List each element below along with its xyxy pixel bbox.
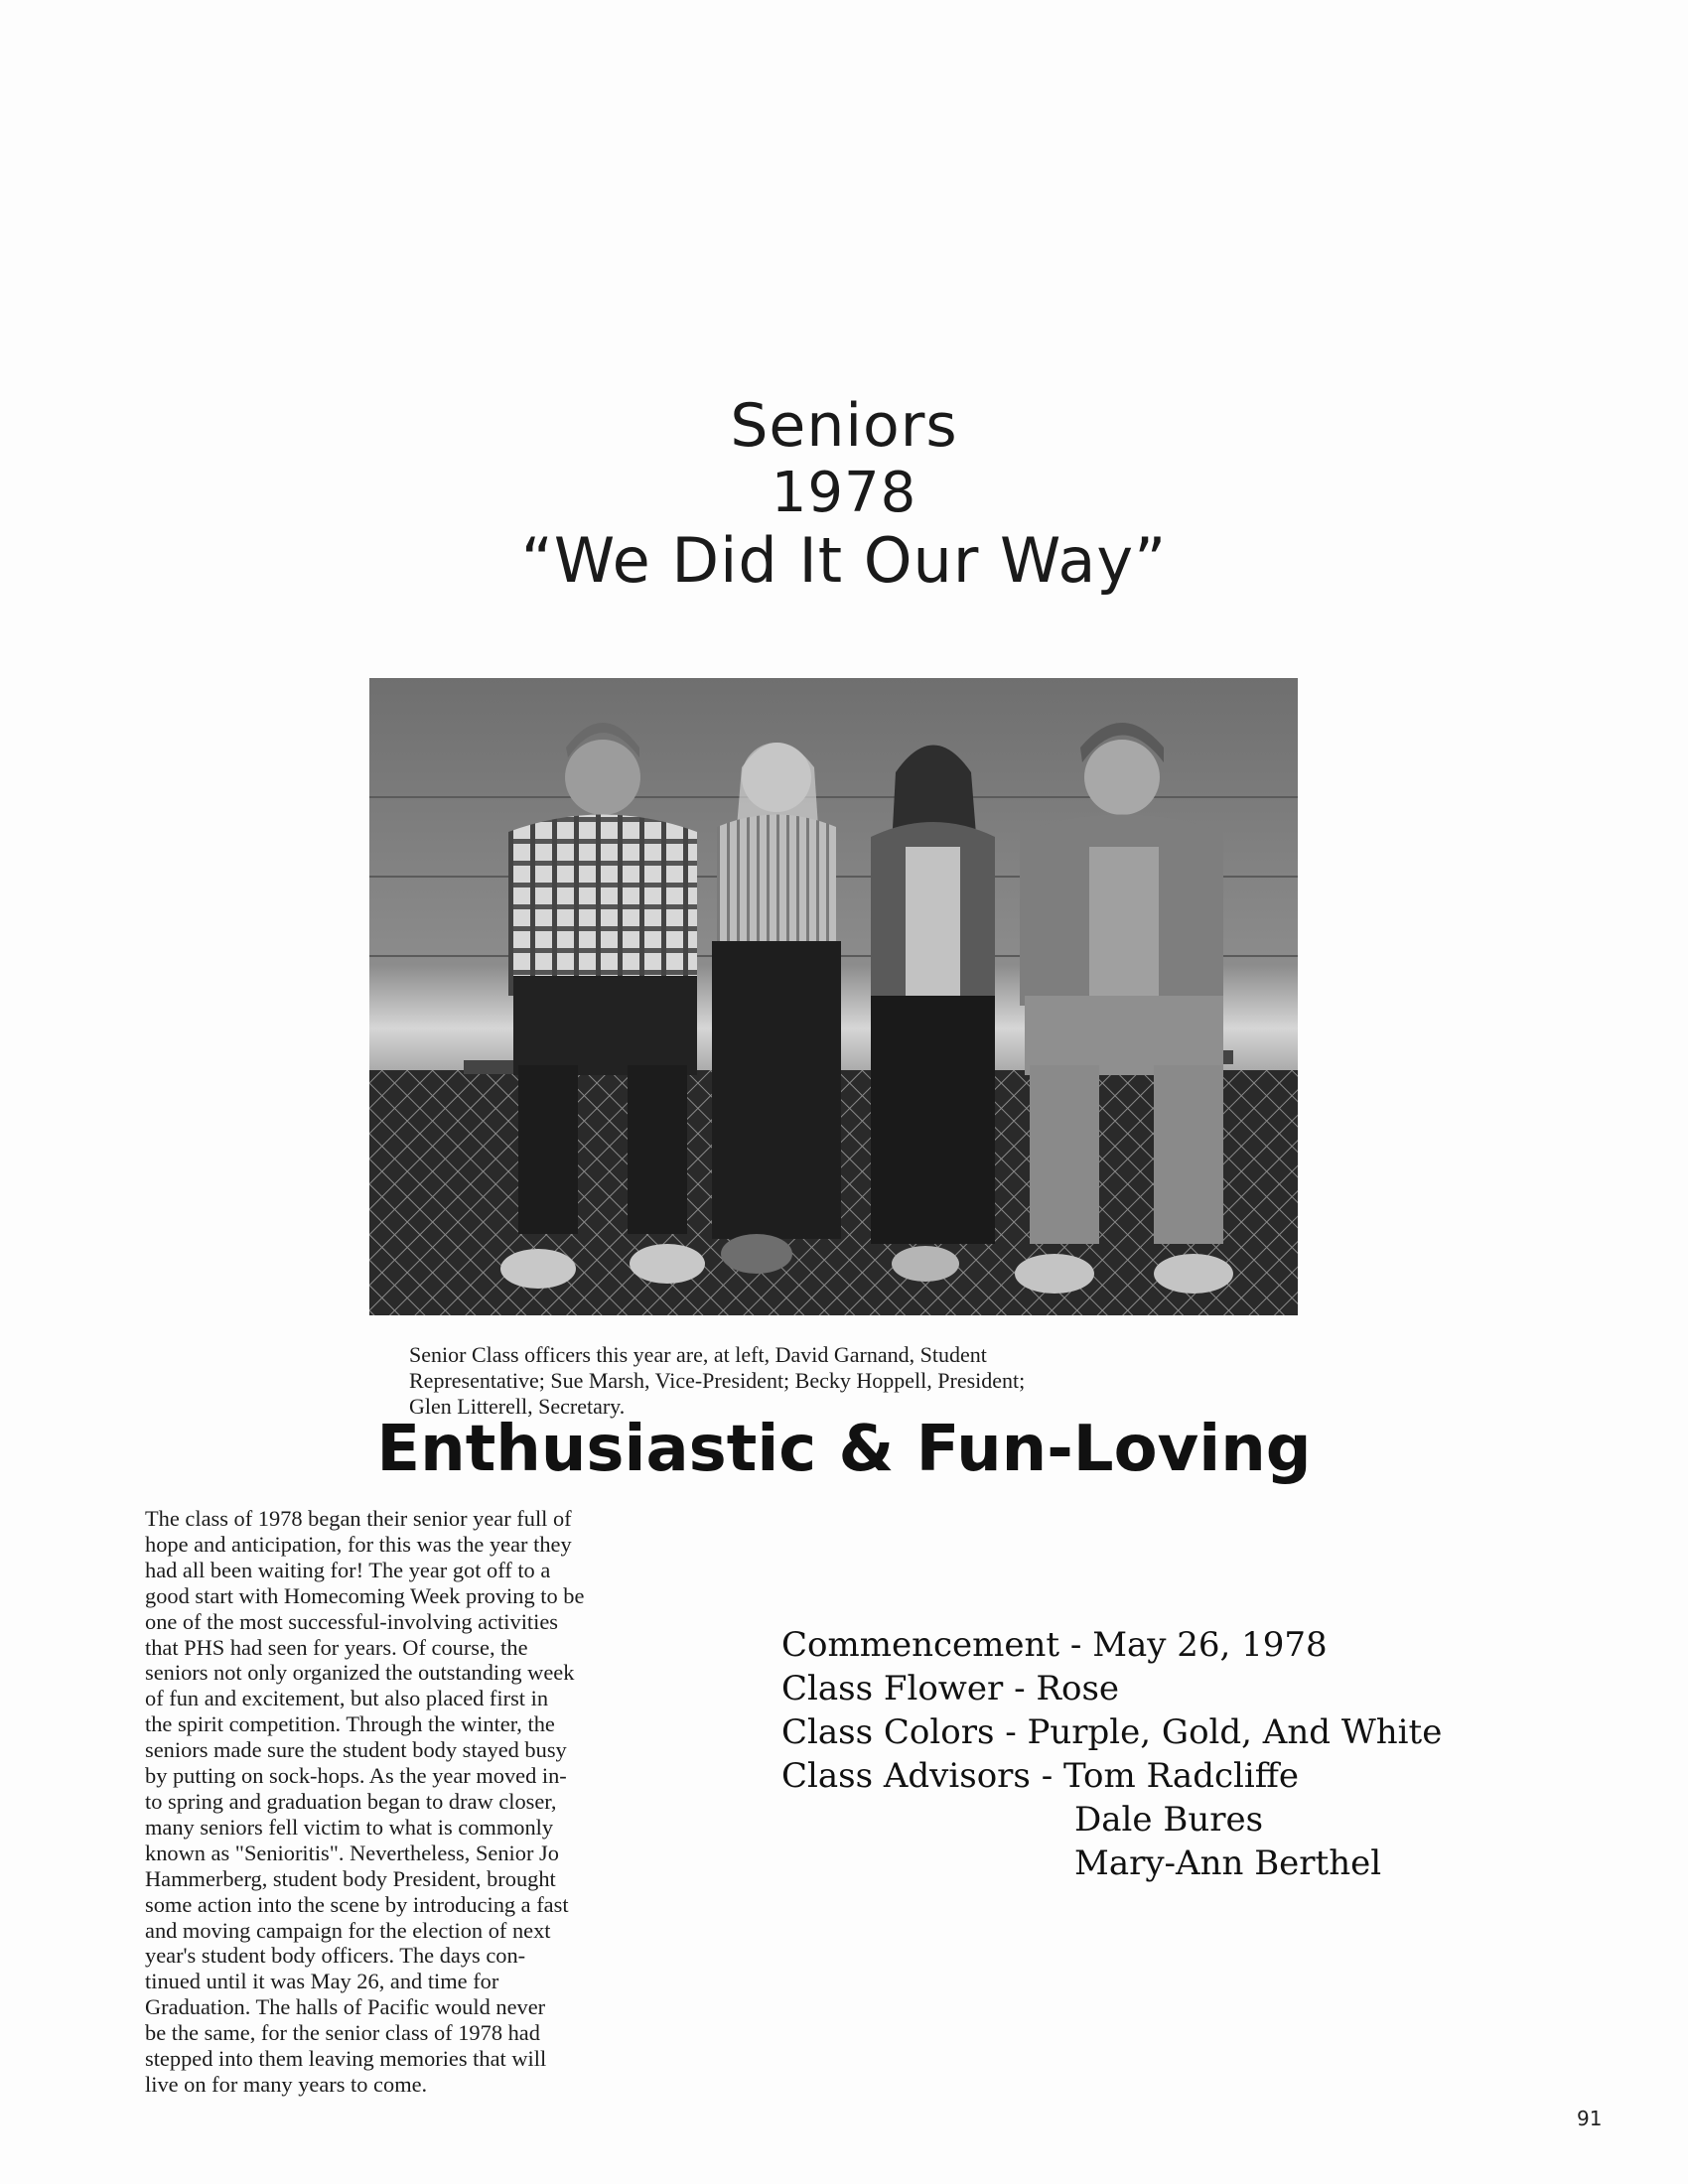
class-officers-photo: [369, 678, 1298, 1315]
article-line: to spring and graduation began to draw closer,: [145, 1788, 557, 1814]
article-line: stepped into them leaving memories that will: [145, 2046, 547, 2072]
fact-label: Commencement: [781, 1625, 1060, 1665]
fact-label: Class Flower: [781, 1669, 1004, 1708]
page-title: [0, 392, 1688, 595]
title-slogan: “We Did It Our Way”: [520, 524, 1168, 597]
article-line: be the same, for the senior class of 1978 had: [145, 2020, 540, 2046]
article-line: year's student body officers. The days con-: [145, 1943, 526, 1969]
article-line: had all been waiting for! The year got off to a: [145, 1557, 551, 1582]
fact-label: Class Colors: [781, 1712, 995, 1752]
article-line: known as "Senioritis". Nevertheless, Senior Jo: [145, 1840, 559, 1865]
article-line: Graduation. The halls of Pacific would never: [145, 1994, 546, 2020]
title-year: 1978: [771, 461, 917, 525]
article-line: live on for many years to come.: [145, 2071, 428, 2097]
article-line: some action into the scene by introducing a fast: [145, 1891, 569, 1917]
fact-value: Rose: [1036, 1669, 1120, 1708]
fact-value: Purple, Gold, And White: [1027, 1712, 1443, 1752]
article-line: good start with Homecoming Week proving to be: [145, 1582, 585, 1608]
article-line: many seniors fell victim to what is commonly: [145, 1814, 554, 1840]
fact-separator: -: [1030, 1756, 1063, 1796]
advisor-name: Dale Bures: [1074, 1800, 1264, 1840]
page-number: 91: [1577, 2107, 1603, 2130]
fact-colors: [781, 1710, 1635, 1754]
fact-separator: -: [1059, 1625, 1093, 1665]
article-line: that PHS had seen for years. Of course, the: [145, 1634, 528, 1660]
article-line: of fun and excitement, but also placed first in: [145, 1686, 549, 1711]
class-facts: [781, 1623, 1635, 1885]
section-headline: Enthusiastic & Fun-Loving: [376, 1413, 1312, 1486]
fact-flower: [781, 1667, 1635, 1710]
article-line: The class of 1978 began their senior year full of: [145, 1506, 572, 1531]
article-line: one of the most successful-involving activities: [145, 1608, 559, 1634]
fact-separator: -: [1003, 1669, 1037, 1708]
article-line: by putting on sock-hops. As the year moved in-: [145, 1763, 567, 1789]
fact-separator: -: [994, 1712, 1028, 1752]
article-body: [145, 1506, 731, 2098]
fact-advisors: [781, 1754, 1635, 1798]
fact-label: Class Advisors: [781, 1756, 1031, 1796]
article-line: the spirit competition. Through the winter, the: [145, 1711, 555, 1737]
advisor-name: Mary-Ann Berthel: [1074, 1843, 1382, 1883]
caption-line: Senior Class officers this year are, at left, David Garnand, Student: [409, 1342, 987, 1367]
article-line: seniors not only organized the outstanding week: [145, 1660, 575, 1686]
article-line: Hammerberg, student body President, brought: [145, 1865, 556, 1891]
fact-value: May 26, 1978: [1092, 1625, 1328, 1665]
photo-caption: [409, 1342, 1283, 1420]
fact-commencement: [781, 1623, 1635, 1667]
article-line: hope and anticipation, for this was the year they: [145, 1531, 572, 1557]
article-line: and moving campaign for the election of next: [145, 1917, 551, 1943]
title-seniors: Seniors: [730, 391, 958, 461]
article-line: tinued until it was May 26, and time for: [145, 1969, 499, 1994]
article-line: seniors made sure the student body stayed busy: [145, 1737, 567, 1763]
caption-line: Representative; Sue Marsh, Vice-President; Becky Hoppell, President;: [409, 1368, 1026, 1393]
caption-line: Glen Litterell, Secretary.: [409, 1394, 626, 1419]
advisor-name: Tom Radcliffe: [1063, 1756, 1300, 1796]
